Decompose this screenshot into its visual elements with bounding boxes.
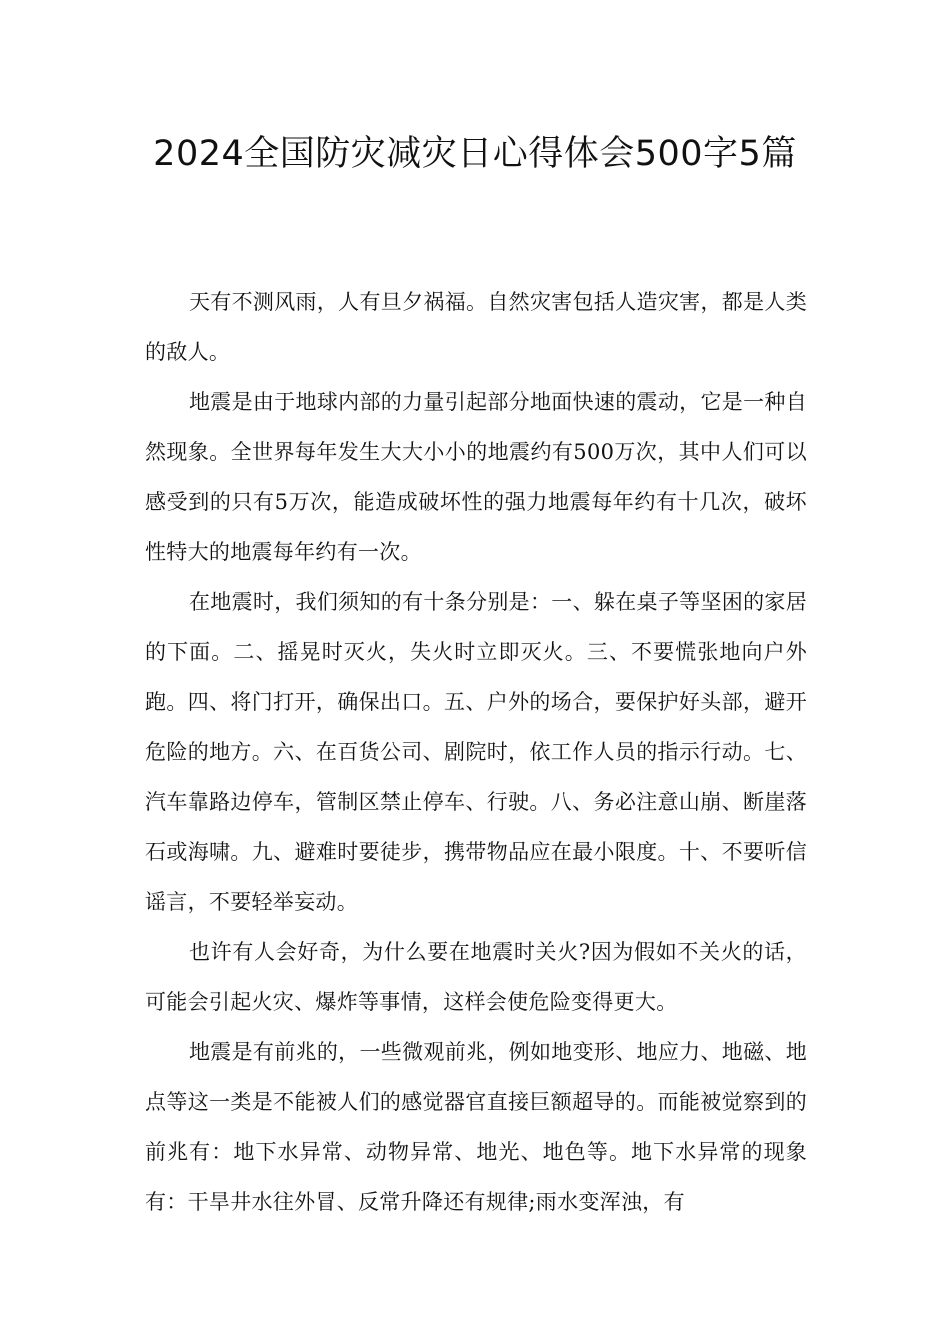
paragraph-4: 也许有人会好奇，为什么要在地震时关火?因为假如不关火的话，可能会引起火灾、爆炸等事情，这样会使危险变得更大。	[145, 940, 807, 1014]
document-title: 2024全国防灾减灾日心得体会500字5篇	[153, 134, 797, 174]
paragraph-1: 天有不测风雨，人有旦夕祸福。自然灾害包括人造灾害，都是人类的敌人。	[145, 290, 807, 364]
paragraph-2: 地震是由于地球内部的力量引起部分地面快速的震动，它是一种自然现象。全世界每年发生大大小小的地震约有500万次，其中人们可以感受到的只有5万次，能造成破坏性的强力地震每年约有十几次，破坏性特大的地震每年约有一次。	[145, 390, 807, 564]
paragraph-5: 地震是有前兆的，一些微观前兆，例如地变形、地应力、地磁、地点等这一类是不能被人们的感觉器官直接巨额超导的。而能被觉察到的前兆有：地下水异常、动物异常、地光、地色等。地下水异常的现象有：干旱井水往外冒、反常升降还有规律;雨水变浑浊，有	[145, 1040, 807, 1214]
paragraph-3: 在地震时，我们须知的有十条分别是：一、躲在桌子等坚困的家居的下面。二、摇晃时灭火，失火时立即灭火。三、不要慌张地向户外跑。四、将门打开，确保出口。五、户外的场合，要保护好头部，避开危险的地方。六、在百货公司、剧院时，依工作人员的指示行动。七、汽车靠路边停车，管制区禁止停车、行驶。八、务必注意山崩、断崖落石或海啸。九、避难时要徒步，携带物品应在最小限度。十、不要听信谣言，不要轻举妄动。	[145, 590, 807, 914]
document-body	[145, 277, 807, 1227]
